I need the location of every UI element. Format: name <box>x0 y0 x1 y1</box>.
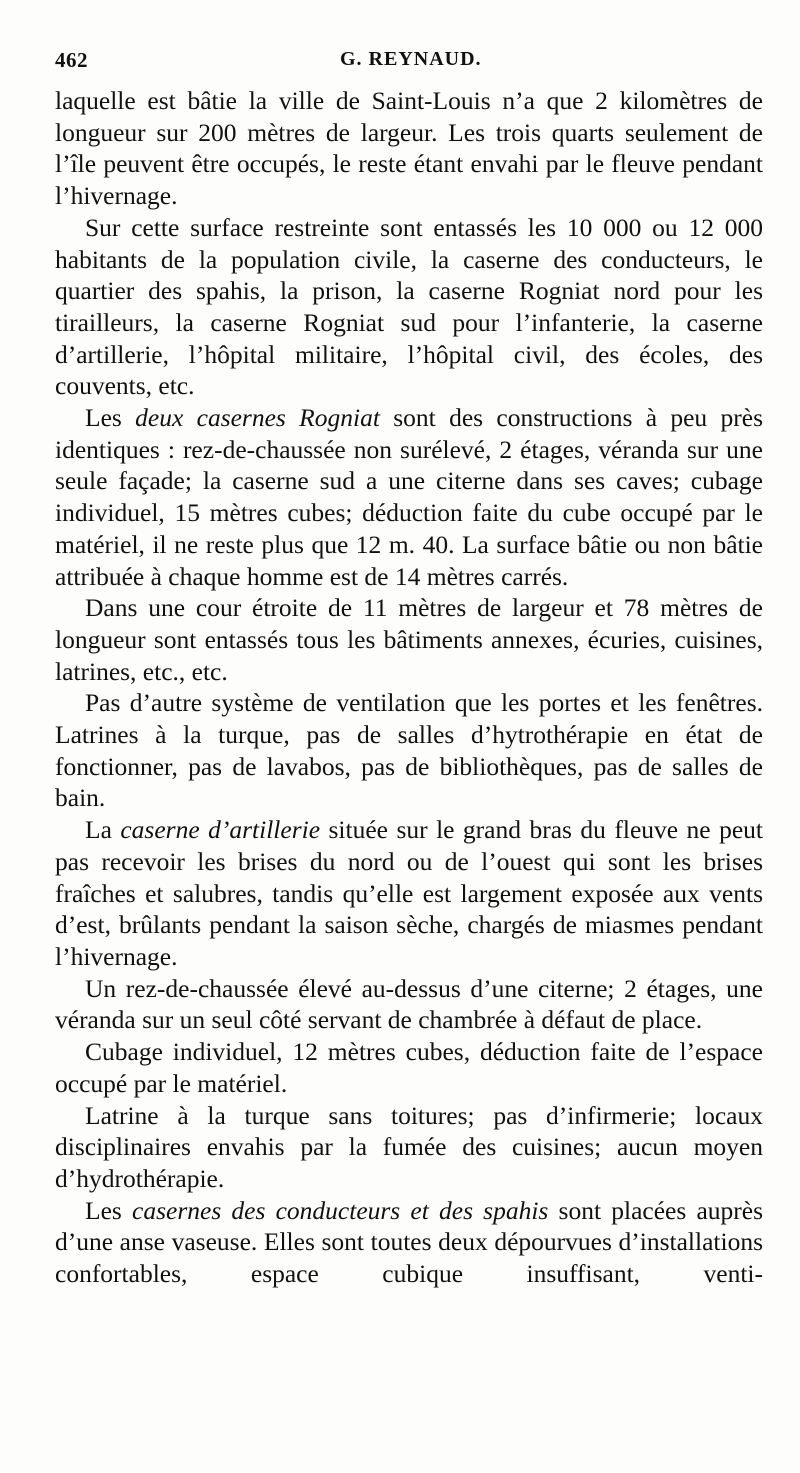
paragraph <box>55 1036 763 1099</box>
body-text <box>55 85 763 1290</box>
text-run: Un rez-de-chaussée élevé au-dessus d’une citerne; 2 étages, une véranda sur un seul côté servant de chambrée à défaut de place. <box>55 973 763 1035</box>
paragraph <box>55 814 763 973</box>
italic-phrase: casernes des conducteurs et des spahis <box>132 1195 549 1225</box>
paragraph <box>55 973 763 1036</box>
paragraph <box>55 592 763 687</box>
text-run: Les <box>85 403 136 433</box>
text-run: Les <box>85 1195 133 1225</box>
text-run: Pas d’autre système de ventilation que les portes et les fenêtres. Latrines à la turque, pas de salles d’hytrothérapie en état de fonctionner, pas de lavabos, pas de bibliothèques, pas de salles de bain. <box>55 688 763 813</box>
paragraph <box>55 1100 763 1195</box>
running-head: G. REYNAUD. <box>340 48 482 70</box>
text-run: Sur cette surface restreinte sont entassés les 10 000 ou 12 000 habitants de la population civile, la caserne des conducteurs, le quartier des spahis, la prison, la caserne Rogniat nord pour les tirailleurs, la caserne Rogniat sud pour l’infanterie, la caserne d’artillerie, l’hôpital militaire, l’hôpital civil, des écoles, des couvents, etc. <box>55 212 763 401</box>
text-run: laquelle est bâtie la ville de Saint-Louis n’a que 2 kilomètres de longueur sur 200 mètres de largeur. Les trois quarts seulement de l’île peuvent être occupés, le reste étant envahi par le fleuve pendant l’hivernage. <box>55 86 763 211</box>
page-header <box>55 48 765 78</box>
text-run: Dans une cour étroite de 11 mètres de largeur et 78 mètres de longueur sont entassés tous les bâtiments annexes, écuries, cuisines, latrines, etc., etc. <box>55 593 763 686</box>
paragraph <box>55 1195 763 1290</box>
paragraph <box>55 85 763 212</box>
paragraph <box>55 402 763 592</box>
text-run: Latrine à la turque sans toitures; pas d’infirmerie; locaux disciplinaires envahis par la fumée des cuisines; aucun moyen d’hydrothérapie. <box>55 1100 763 1193</box>
text-run: sont placées auprès d’une anse vaseuse. Elles sont toutes deux dépourvues d’installations confortables, espace cubique insuffisant, venti- <box>55 1195 763 1289</box>
paragraph <box>55 212 763 402</box>
paragraph <box>55 687 763 814</box>
text-run: située sur le grand bras du fleuve ne peut pas recevoir les brises du nord ou de l’ouest qui sont les brises fraîches et salubres, tandis qu’elle est largement exposée aux vents d’est, brûlants pendant la saison sèche, chargés de miasmes pendant l’hivernage. <box>55 815 763 971</box>
italic-phrase: deux casernes Rogniat <box>135 403 380 433</box>
text-run: La <box>85 815 121 845</box>
page-number: 462 <box>55 48 88 72</box>
text-run: sont des constructions à peu près identiques : rez-de-chaussée non surélevé, 2 étages, véranda sur une seule façade; la caserne sud a une citerne dans ses caves; cubage individuel, 15 mètres cubes; déduction faite du cube occupé par le matériel, il ne reste plus que 12 m. 40. La surface bâtie ou non bâtie attribuée à chaque homme est de 14 mètres carrés. <box>55 403 763 591</box>
text-run: Cubage individuel, 12 mètres cubes, déduction faite de l’espace occupé par le matériel. <box>55 1037 763 1098</box>
italic-phrase: caserne d’artillerie <box>120 815 321 845</box>
